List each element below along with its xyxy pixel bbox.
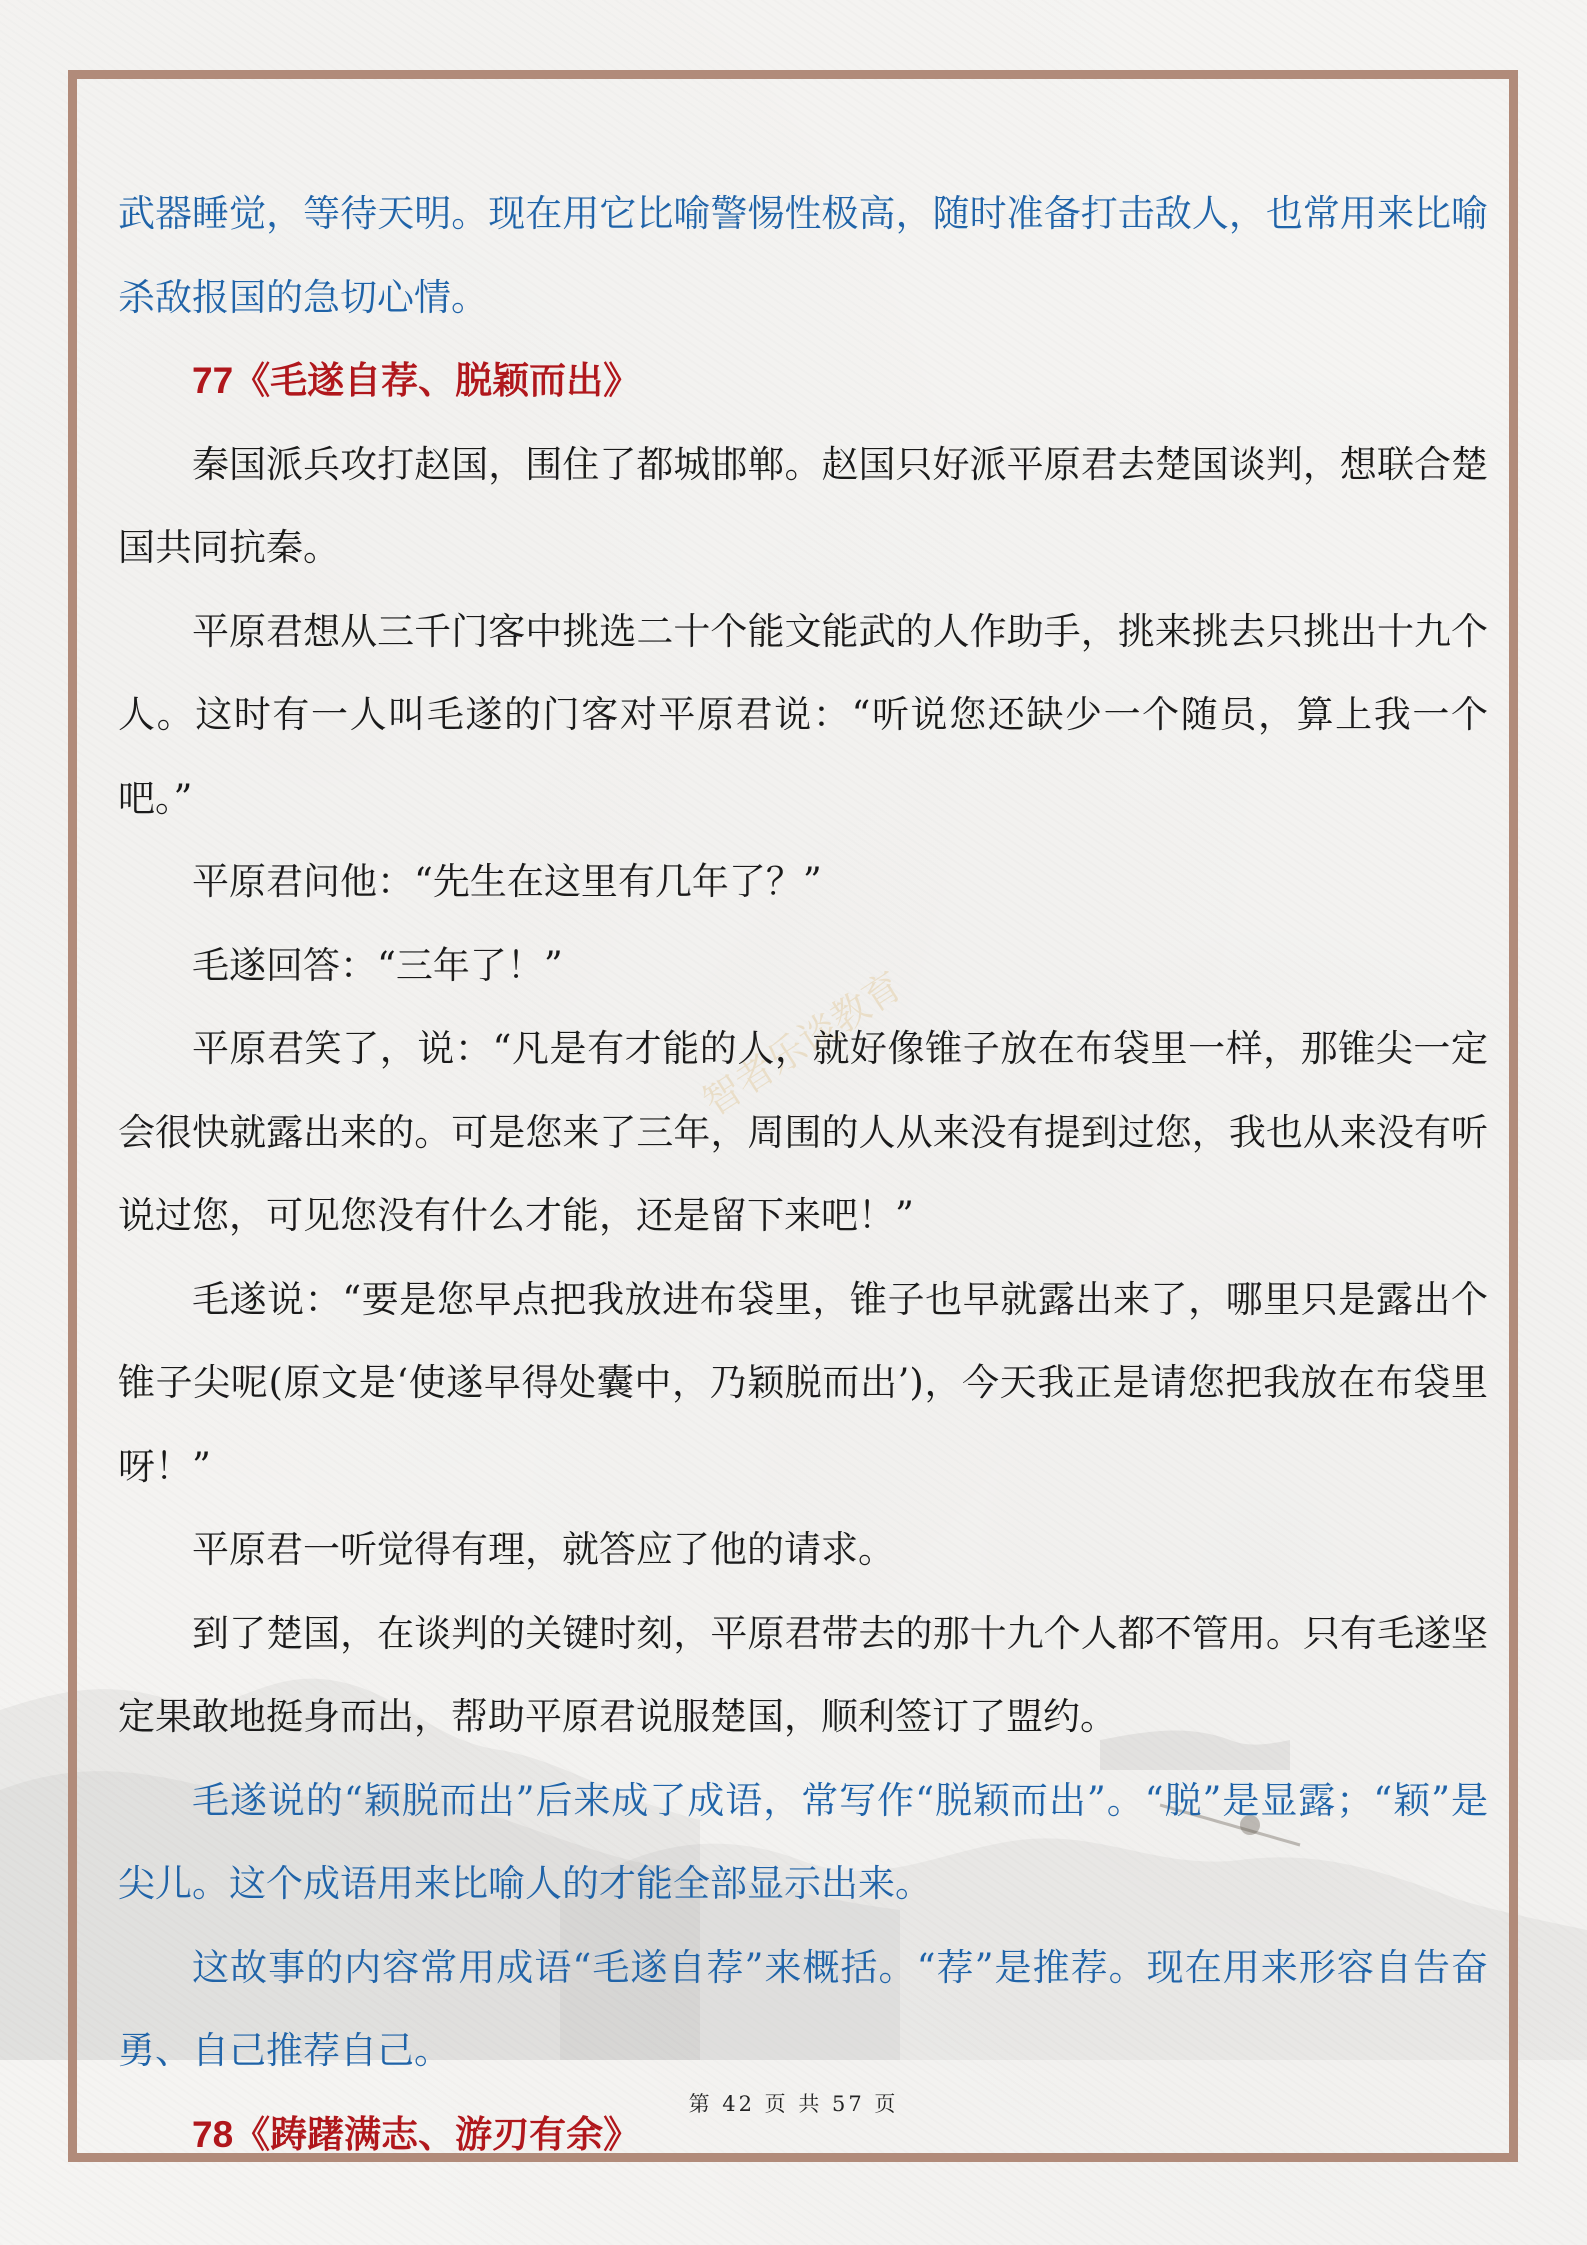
section-title: 《毛遂自荐、脱颖而出》 xyxy=(233,358,641,402)
section-heading xyxy=(118,339,1488,423)
body-paragraph: 毛遂回答：“三年了！” xyxy=(192,943,563,987)
body-paragraph: 毛遂说：“要是您早点把我放进布袋里，锥子也早就露出来了，哪里只是露出个锥子尖呢(原文是‘使遂早得处囊中，乃颖脱而出’)，今天我正是请您把我放在布袋里呀！” xyxy=(118,1277,1488,1488)
body-paragraph: 平原君笑了，说：“凡是有才能的人，就好像锥子放在布袋里一样，那锥尖一定会很快就露出来的。可是您来了三年，周围的人从来没有提到过您，我也从来没有听说过您，可见您没有什么才能，还是留下来吧！” xyxy=(118,1027,1488,1237)
body-paragraph: 秦国派兵攻打赵国，围住了都城邯郸。赵国只好派平原君去楚国谈判，想联合楚国共同抗秦。 xyxy=(118,442,1488,569)
document-body xyxy=(118,172,1488,2176)
body-paragraph: 平原君想从三千门客中挑选二十个能文能武的人作助手，挑来挑去只挑出十九个人。这时有一人叫毛遂的门客对平原君说：“听说您还缺少一个随员，算上我一个吧。” xyxy=(118,609,1488,820)
explanation-paragraph: 武器睡觉，等待天明。现在用它比喻警惕性极高，随时准备打击敌人，也常用来比喻杀敌报国的急切心情。 xyxy=(118,192,1488,319)
explanation-paragraph: 毛遂说的“颖脱而出”后来成了成语，常写作“脱颖而出”。“脱”是显露；“颖”是尖儿。这个成语用来比喻人的才能全部显示出来。 xyxy=(118,1778,1488,1905)
watermark: 智者乐谈教育 xyxy=(694,963,911,1125)
body-paragraph: 平原君问他：“先生在这里有几年了？” xyxy=(192,860,822,903)
section-number: 78 xyxy=(192,2113,234,2155)
body-paragraph: 平原君一听觉得有理，就答应了他的请求。 xyxy=(192,1528,895,1571)
body-paragraph: 到了楚国，在谈判的关键时刻，平原君带去的那十九个人都不管用。只有毛遂坚定果敢地挺身而出，帮助平原君说服楚国，顺利签订了盟约。 xyxy=(118,1611,1488,1738)
page-number: 第 42 页 共 57 页 xyxy=(688,2092,899,2116)
explanation-paragraph: 这故事的内容常用成语“毛遂自荐”来概括。“荐”是推荐。现在用来形容自告奋勇、自己推荐自己。 xyxy=(118,1945,1488,2072)
section-title: 《踌躇满志、游刃有余》 xyxy=(233,2111,641,2156)
section-number: 77 xyxy=(192,360,234,401)
